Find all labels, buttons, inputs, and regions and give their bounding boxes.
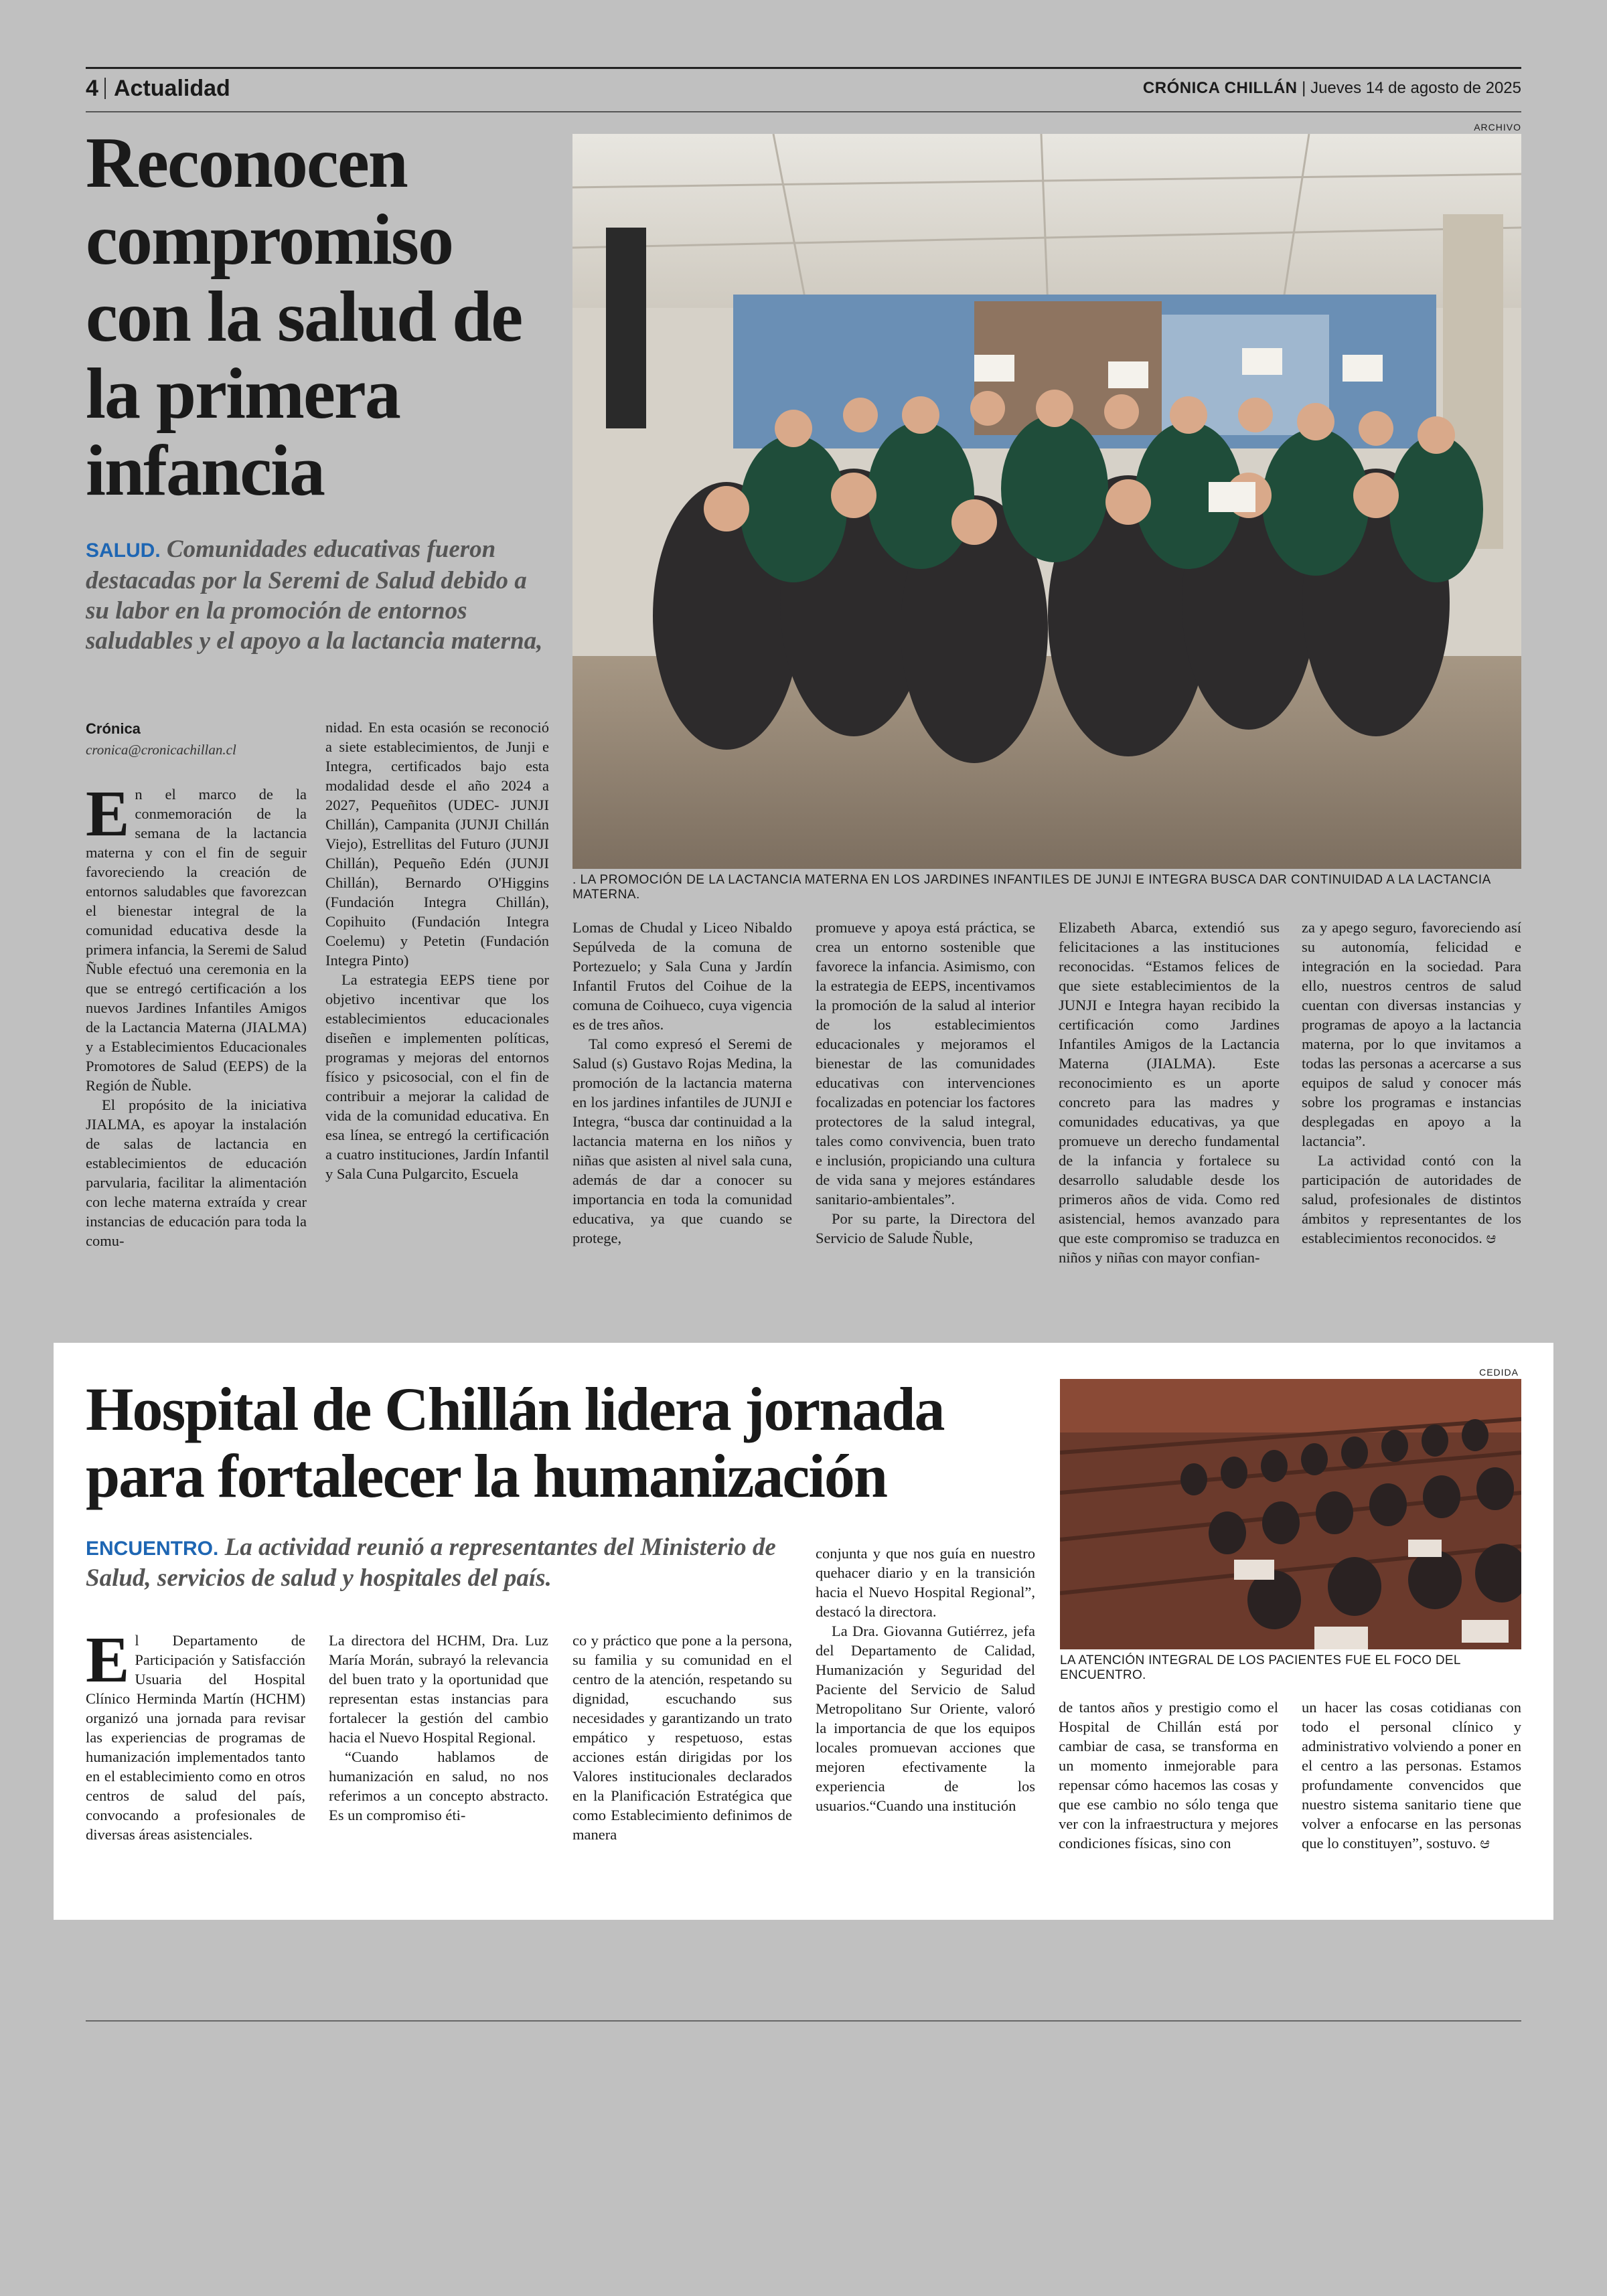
article2-col2-p1: La directora del HCHM, Dra. Luz María Morán, subrayó la relevancia del buen trato y la oportunidad que representan estas instancias para fortalecer la gestión del cambio hacia el Nuevo Hospital Regional. (329, 1632, 548, 1746)
article2-audience-photo (1060, 1379, 1521, 1649)
section-name: Actualidad (114, 76, 230, 101)
article1-column-2 (325, 718, 549, 1345)
article2-column-4 (816, 1544, 1035, 1912)
article1-photo-credit: ARCHIVO (1474, 122, 1521, 133)
article2-column-2 (329, 1631, 548, 1912)
header-separator (104, 78, 106, 99)
audience-photo-illustration (1060, 1379, 1521, 1649)
article2-column-5 (1059, 1698, 1278, 1912)
newspaper-end-mark-icon: ಆ (1486, 1230, 1497, 1247)
article1-col4-p2: Por su parte, la Directora del Servicio de Salude Ñuble, (816, 1210, 1035, 1246)
article1-author: Crónica (86, 720, 141, 737)
article1-col1-p1: n el marco de la conmemoración de la semana de la lactancia materna y con el fin de seguir favoreciendo la creación de entornos saludables que favorezcan el bienestar integral de la comunidad educativa desde la primera infancia, la Seremi de Salud Ñuble efectuó una ceremonia en la que se entregó certificación a los nuevos Jardines Infantiles Amigos de la Lactancia Materna (JIALMA) y a Establecimientos Educacionales Promotores de Salud (EEPS) de la Región de Ñuble. (86, 786, 307, 1094)
article2-column-3 (572, 1631, 792, 1912)
article1-col6-p1: za y apego seguro, favoreciendo así su autonomía, felicidad e integración en la sociedad. Para ello, nuestros centros de salud cuentan con diversas instancias y programas de apoyo a la lactancia materna, por lo que invitamos a todas las personas a acercarse a sus equipos de salud y conocer más sobre los programas e instancias desplegadas en apoyo a la lactancia”. (1302, 919, 1521, 1149)
article2-col2-p2: “Cuando hablamos de humanización en salud, no nos referimos a un concepto abstracto. Es un compromiso éti- (329, 1748, 548, 1823)
newspaper-end-mark-icon: ಆ (1480, 1835, 1490, 1852)
article1-col3-p1: Lomas de Chudal y Liceo Nibaldo Sepúlveda de la comuna de Portezuelo; y Sala Cuna y Jardín Infantil Frutos del Coihue de la comuna de Coihueco, cuya vigencia es de tres años. (572, 919, 792, 1033)
article2-col4-p2: La Dra. Giovanna Gutiérrez, jefa del Departamento de Calidad, Humanización y Seguridad del Paciente del Servicio de Salud Metropolitano Sur Oriente, valoró la importancia de que los equipos locales promuevan acciones que mejoren efectivamente la experiencia de los usuarios.“Cuando una institución (816, 1623, 1035, 1814)
article1-column-4 (816, 918, 1035, 1345)
article1-deck (86, 534, 554, 656)
article1-dropcap: E (86, 785, 130, 850)
article1-col1-p2: El propósito de la iniciativa JIALMA, es apoyar la instalación de salas de lactancia en establecimientos de educación parvularia, facilitar la alimentación con leche materna extraída y crear instancias de educación para toda la comu- (86, 1096, 307, 1249)
article1-group-photo (572, 134, 1521, 869)
publication-name: CRÓNICA CHILLÁN (1142, 79, 1298, 97)
header-bottom-rule (86, 111, 1521, 112)
article1-col4-p1: promueve y apoya está práctica, se crea un entorno sostenible que favorece la infancia. Asimismo, con la estrategia de EEPS, incentivamos la promoción de la salud al interior de los establecimientos educacionales y mejoramos el bienestar de las comunidades educativas con intervenciones focalizadas en potenciar los factores protectores de la salud integral, tales como convivencia, buen trato e inclusión, propiciando una cultura de vida sana y mejores estándares sanitario-ambientales”. (816, 919, 1035, 1208)
article1-deck-text: Comunidades educativas fueron destacadas por la Seremi de Salud debido a su labor en la promoción de entornos saludables y el apoyo a la lactancia materna, (86, 536, 543, 655)
article2-photo-credit: CEDIDA (1479, 1367, 1519, 1378)
article1-col2-p1: nidad. En esta ocasión se reconoció a siete establecimientos, de Junji e Integra, certificados bajo esta modalidad desde el año 2024 a 2027, Pequeñitos (UDEC- JUNJI Chillán), Campanita (JUNJI Chillán Viejo), Estrellitas del Futuro (JUNJI Chillán), Pequeño Edén (JUNJI Chillán), Bernardo O'Higgins (Fundación Integra Chillán), Copihuito (Fundación Integra Coelemu) y Petetin (Fundación Integra Pinto) (325, 719, 549, 969)
article1-column-1 (86, 785, 307, 1345)
article2-column-6 (1302, 1698, 1521, 1912)
article2-deck-text: La actividad reunió a representantes del Ministerio de Salud, servicios de salud y hospitales del país. (86, 1534, 776, 1592)
pub-separator: | (1302, 79, 1311, 97)
article1-col5-p1: Elizabeth Abarca, extendió sus felicitaciones a las instituciones reconocidas. “Estamos felices de que siete establecimientos de la JUNJI e Integra hayan recibido la certificación como Jardines Infantiles Amigos de la Lactancia Materna (JIALMA). Este reconocimiento es un aporte concreto para las madres y comunidades educativas, ya que promueve un derecho fundamental de la infancia y fortalece su desarrollo saludable desde los primeros años de vida. Como red asistencial, hemos avanzado para que este compromiso se traduzca en niños y niñas con mayor confian- (1059, 919, 1280, 1266)
article2-kicker: ENCUENTRO. (86, 1538, 219, 1560)
page-number: 4 (86, 76, 98, 101)
article2-deck (86, 1533, 789, 1593)
article1-column-6 (1302, 918, 1521, 1345)
article1-column-5 (1059, 918, 1280, 1345)
article2-photo-caption: LA ATENCIÓN INTEGRAL DE LOS PACIENTES FUE EL FOCO DEL ENCUENTRO. (1060, 1653, 1460, 1682)
article2-col1-p1: l Departamento de Participación y Satisfacción Usuaria del Hospital Clínico Herminda Martín (HCHM) organizó una jornada para revisar las experiencias de programas de humanización implementados tanto en el establecimiento como en otros centros de salud del país, convocando a profesionales de diversas áreas asistenciales. (86, 1632, 305, 1843)
article2-dropcap: E (86, 1631, 130, 1696)
article1-email[interactable]: cronica@cronicachillan.cl (86, 742, 236, 758)
article1-col3-p2: Tal como expresó el Seremi de Salud (s) Gustavo Rojas Medina, la promoción de la lactancia materna en los jardines infantiles de JUNJI e Integra, “busca dar continuidad a la lactancia materna en los niños y niñas que asisten al nivel sala cuna, además de dar a conocer su importancia en toda la comunidad educativa, ya que cuando se protege, (572, 1036, 792, 1246)
article2-col4-p1: conjunta y que nos guía en nuestro quehacer diario y en la transición hacia el Nuevo Hospital Regional”, destacó la directora. (816, 1545, 1035, 1620)
article2-column-1 (86, 1631, 305, 1912)
publication-date: Jueves 14 de agosto de 2025 (1310, 79, 1521, 97)
article1-col2-p2: La estrategia EEPS tiene por objetivo incentivar que los establecimientos educacionales diseñen e implementen políticas, programas y mejoras del entornos físico y psicosocial, con el fin de contribuir a mejorar la calidad de vida de la comunidad educativa. En esa línea, se entregó la certificación a cuatro instituciones, Jardín Infantil y Sala Cuna Pulgarcito, Escuela (325, 971, 549, 1182)
article1-column-3 (572, 918, 792, 1345)
article1-col6-p2: La actividad contó con la participación de autoridades de salud, profesionales de distintos ámbitos y representantes de los establecimientos reconocidos. ಆ (1302, 1152, 1521, 1247)
publication-info (1143, 67, 1521, 110)
article2-col6-p1: un hacer las cosas cotidianas con todo el personal clínico y administrativo volviendo a poner en el centro a las personas. Estamos profundamente convencidos que nuestro sistema sanitario tiene que volver a enfocarse en las personas que lo constituyen”, sostuvo. ಆ (1302, 1699, 1521, 1852)
article1-headline: Reconocen compromiso con la salud de la primera infancia (86, 123, 522, 511)
article2-col3-p1: co y práctico que pone a la persona, su familia y su comunidad en el centro de la atención, respetando su dignidad, escuchando sus necesidades y garantizando un trato empático y respetuoso, estas acciones están dirigidas por los Valores institucionales declarados en la Planificación Estratégica que como Establecimiento definimos de manera (572, 1632, 792, 1843)
group-photo-illustration (572, 134, 1521, 869)
article1-kicker: SALUD. (86, 540, 161, 562)
article1-photo-caption: . LA PROMOCIÓN DE LA LACTANCIA MATERNA EN LOS JARDINES INFANTILES DE JUNJI E INTEGRA BUSCA DAR CONTINUIDAD A LA LACTANCIA MATERNA. (572, 873, 1490, 902)
article2-col5-p1: de tantos años y prestigio como el Hospital de Chillán está por cambiar de casa, se transforma en un momento inmejorable para repensar cómo hacemos las cosas y que ese cambio no sólo tenga que ver con la infraestructura y mejores condiciones físicas, sino con (1059, 1699, 1278, 1852)
article2-headline: Hospital de Chillán lidera jornada para fortalecer la humanización (86, 1375, 944, 1510)
page-bottom-rule (86, 2020, 1521, 2022)
